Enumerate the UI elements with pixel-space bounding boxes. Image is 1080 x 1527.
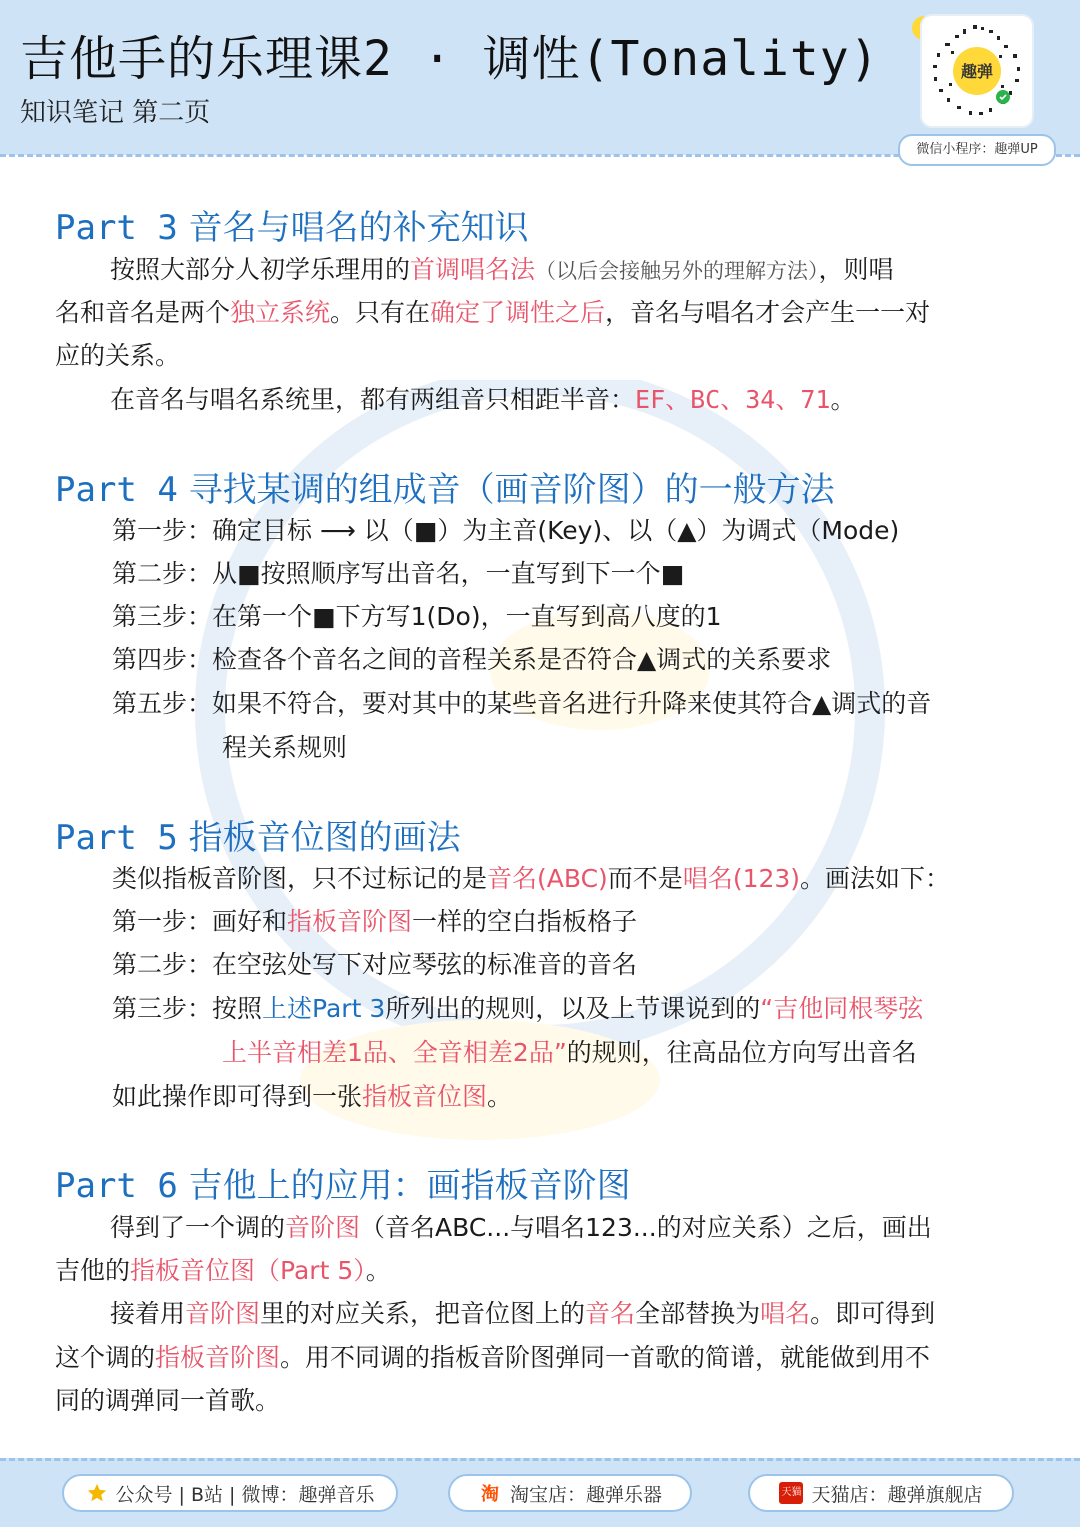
part5-step-3-continued: 上半音相差1品、全音相差2品”的规则，往高品位方向写出音名 (222, 1038, 917, 1067)
part5-step-2: 第二步：在空弦处写下对应琴弦的标准音的音名 (112, 950, 638, 979)
footer-social-link[interactable] (62, 1474, 398, 1512)
footer-tmall-label: 天猫店：趣弹旗舰店 (811, 1483, 983, 1506)
part4-heading (55, 462, 835, 511)
part6-paragraph2-line3: 同的调弹同一首歌。 (55, 1386, 281, 1415)
part4-number: Part 4 (55, 470, 178, 510)
footer-taobao-link[interactable] (448, 1474, 692, 1512)
part4-step-5: 第五步：如果不符合，要对其中的某些音名进行升降来使其符合▲调式的音 (112, 689, 932, 718)
part3-paragraph1-line1: 按照大部分人初学乐理用的首调唱名法（以后会接触另外的理解方法），则唱 (110, 255, 894, 284)
part4-step-5-continued: 程关系规则 (222, 733, 348, 762)
part6-paragraph2-line2: 这个调的指板音阶图。用不同调的指板音阶图弹同一首歌的简谱，就能做到用不 (55, 1343, 931, 1372)
footer-divider (0, 1458, 1080, 1461)
part4-title: 寻找某调的组成音（画音阶图）的一般方法 (188, 470, 835, 510)
part4-step-1: 第一步：确定目标 ⟶ 以（■）为主音(Key)、以（▲）为调式（Mode) (112, 516, 900, 545)
part4-step-4: 第四步：检查各个音名之间的音程关系是否符合▲调式的关系要求 (112, 645, 832, 674)
part3-paragraph2: 在音名与唱名系统里，都有两组音只相距半音：EF、BC、34、71。 (110, 385, 856, 414)
tmall-icon: 天猫 (779, 1482, 803, 1504)
part5-step-1: 第一步：画好和指板音阶图一样的空白指板格子 (112, 907, 638, 936)
part5-intro: 类似指板音阶图，只不过标记的是音名(ABC)而不是唱名(123)。画法如下： (112, 864, 951, 893)
part4-step-2: 第二步：从■按照顺序写出音名，一直写到下一个■ (112, 559, 685, 588)
qr-code-icon (927, 21, 1027, 121)
part3-paragraph1-line2: 名和音名是两个独立系统。只有在确定了调性之后，音名与唱名才会产生一一对 (55, 298, 931, 327)
part4-step-3: 第三步：在第一个■下方写1(Do)，一直写到高八度的1 (112, 602, 722, 631)
part3-title: 音名与唱名的补充知识 (188, 208, 529, 248)
part5-title: 指板音位图的画法 (188, 818, 461, 858)
page-subtitle: 知识笔记 第二页 (20, 98, 211, 128)
part5-heading (55, 810, 461, 859)
part6-paragraph1-line2: 吉他的指板音位图（Part 5）。 (55, 1256, 391, 1285)
mini-program-qr[interactable] (922, 16, 1032, 126)
part6-heading (55, 1158, 631, 1207)
part3-paragraph1-line3: 应的关系。 (55, 341, 181, 370)
footer-social-label: 公众号 | B站 | 微博：趣弹音乐 (115, 1483, 375, 1506)
part3-number: Part 3 (55, 208, 178, 248)
part6-title: 吉他上的应用：画指板音阶图 (188, 1166, 631, 1206)
qr-caption: 微信小程序：趣弹UP (898, 134, 1056, 166)
footer-tmall-link[interactable] (748, 1474, 1014, 1512)
part5-number: Part 5 (55, 818, 178, 858)
taobao-icon (478, 1482, 502, 1504)
page-title: 吉他手的乐理课2 · 调性(Tonality) (20, 31, 880, 87)
qr-logo-text: 趣弹 (960, 62, 994, 81)
part6-paragraph2-line1: 接着用音阶图里的对应关系，把音位图上的音名全部替换为唱名。即可得到 (110, 1299, 936, 1328)
star-icon (86, 1482, 108, 1504)
svg-text:淘: 淘 (480, 1484, 499, 1504)
part5-step-3: 第三步：按照上述Part 3所列出的规则，以及上节课说到的“吉他同根琴弦 (112, 994, 924, 1023)
part3-heading (55, 200, 529, 249)
part6-paragraph1-line1: 得到了一个调的音阶图（音名ABC...与唱名123...的对应关系）之后，画出 (110, 1213, 932, 1242)
footer-taobao-label: 淘宝店：趣弹乐器 (509, 1483, 662, 1506)
part6-number: Part 6 (55, 1166, 178, 1206)
part5-conclusion: 如此操作即可得到一张指板音位图。 (112, 1082, 513, 1111)
